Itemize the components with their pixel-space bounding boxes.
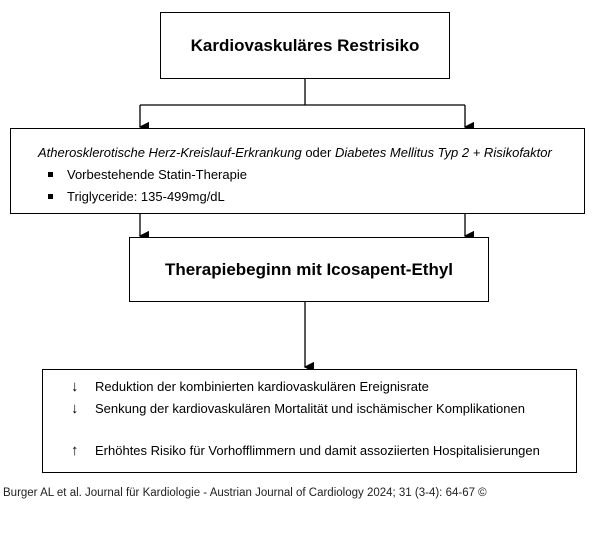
outcome-item <box>71 378 429 395</box>
therapy-title: Therapiebeginn mit Icosapent-Ethyl <box>164 259 454 279</box>
outcome-item <box>71 400 525 417</box>
arrow-up-icon: ↑ <box>71 442 79 459</box>
criteria-bullet <box>48 189 225 204</box>
outcome-text: Reduktion der kombinierten kardiovaskulären Ereignisrate <box>95 379 429 394</box>
outcomes-box <box>42 369 577 473</box>
citation: Burger AL et al. Journal für Kardiologie - Austrian Journal of Cardiology 2024; 31 (3-4): 64-67 © <box>3 487 487 499</box>
outcome-item <box>71 442 540 459</box>
arrow-down-icon: ↓ <box>71 378 79 395</box>
restrisk-box <box>160 12 450 79</box>
outcome-text: Erhöhtes Risiko für Vorhofflimmern und damit assoziierten Hospitalisierungen <box>95 443 540 458</box>
bullet-square-icon <box>48 194 53 199</box>
outcome-text: Senkung der kardiovaskulären Mortalität und ischämischer Komplikationen <box>95 401 525 416</box>
arrow-down-icon: ↓ <box>71 400 79 417</box>
bullet-square-icon <box>48 172 53 177</box>
therapy-box <box>129 237 489 302</box>
bullet-text: Triglyceride: 135-499mg/dL <box>67 189 225 204</box>
criteria-connector: oder <box>301 145 335 160</box>
criteria-italic-1: Atherosklerotische Herz-Kreislauf-Erkrankung <box>38 145 302 160</box>
criteria-bullet <box>48 167 247 182</box>
criteria-title <box>38 145 552 160</box>
criteria-box <box>10 128 585 214</box>
criteria-italic-2: Diabetes Mellitus Typ 2 + Risikofaktor <box>334 145 552 160</box>
restrisk-title: Kardiovaskuläres Restrisiko <box>190 35 420 55</box>
bullet-text: Vorbestehende Statin-Therapie <box>67 167 247 182</box>
